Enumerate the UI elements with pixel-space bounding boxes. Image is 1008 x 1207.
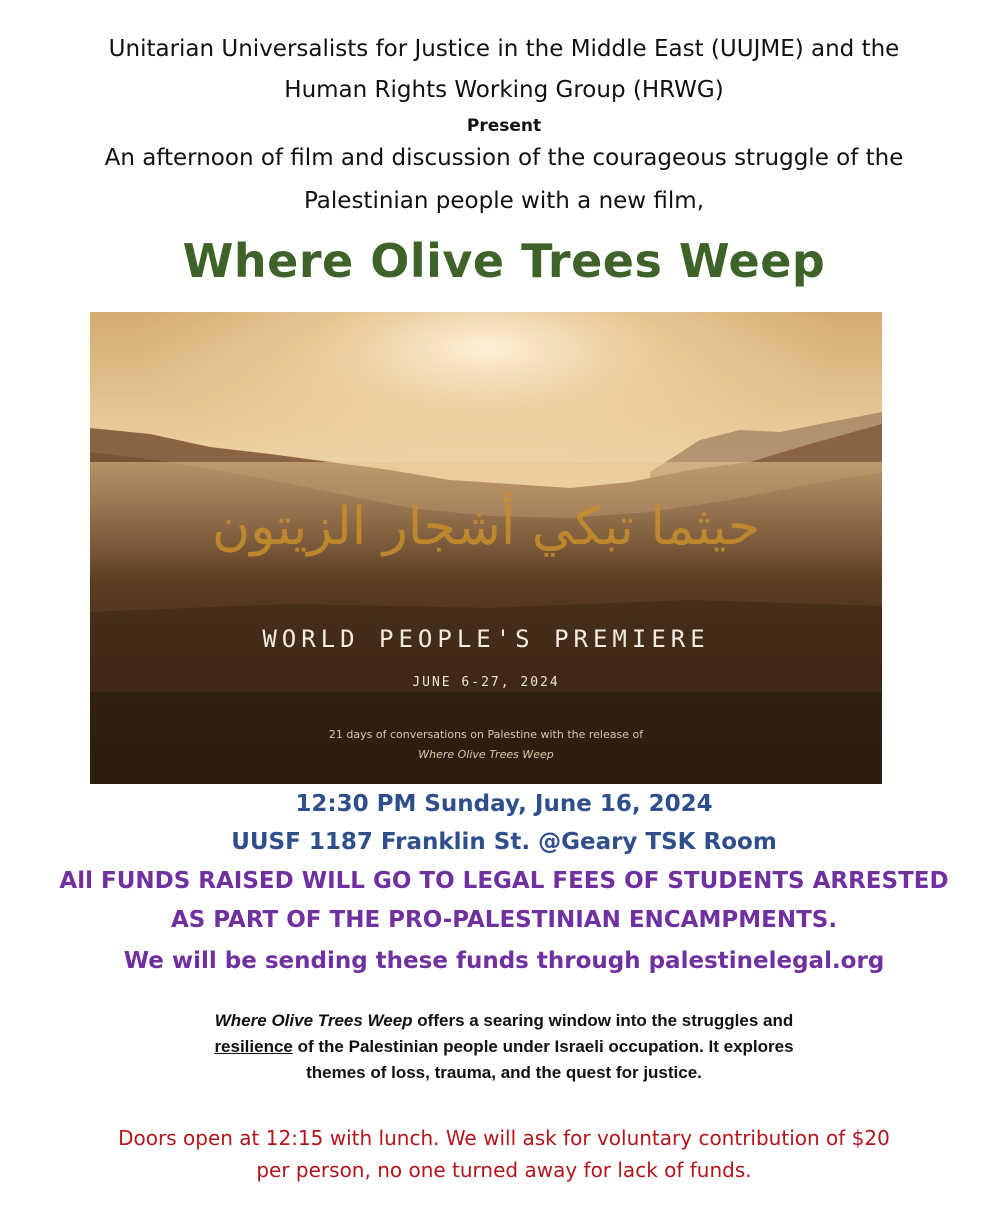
funds-notice-line-2: AS PART OF THE PRO-PALESTINIAN ENCAMPMENTS.	[170, 907, 838, 933]
doors-notice-line-1: Doors open at 12:15 with lunch. We will ask for voluntary contribution of $20	[118, 1126, 890, 1150]
doors-notice-line-2: per person, no one turned away for lack of funds.	[256, 1158, 752, 1182]
description-resilience: resilience	[214, 1037, 293, 1056]
premiere-dates: JUNE 6-27, 2024	[412, 675, 560, 690]
funds-notice-line-3: We will be sending these funds through palestinelegal.org	[123, 948, 885, 974]
arabic-film-title: حيثما تبكي أشجار الزيتون	[212, 497, 760, 557]
poster-tagline: 21 days of conversations on Palestine with the release of	[328, 728, 644, 741]
event-time: 12:30 PM Sunday, June 16, 2024	[295, 791, 713, 817]
organizers-line-2: Human Rights Working Group (HRWG)	[284, 77, 724, 103]
description-text-2: of the Palestinian people under Israeli occupation. It explores	[292, 1037, 794, 1056]
description-line-1	[0, 1011, 1008, 1031]
organizers-line-1: Unitarian Universalists for Justice in the Middle East (UUJME) and the	[108, 36, 900, 62]
description-text-1: offers a searing window into the struggles and	[412, 1011, 794, 1030]
poster-film-name: Where Olive Trees Weep	[418, 748, 554, 761]
description-line-3: themes of loss, trauma, and the quest for justice.	[306, 1063, 702, 1082]
present-label: Present	[466, 116, 542, 136]
intro-line-1: An afternoon of film and discussion of the courageous struggle of the	[104, 145, 904, 171]
film-poster-image	[90, 312, 882, 784]
premiere-heading: WORLD PEOPLE'S PREMIERE	[262, 625, 710, 653]
event-location: UUSF 1187 Franklin St. @Geary TSK Room	[231, 829, 777, 855]
intro-line-2: Palestinian people with a new film,	[303, 188, 705, 214]
description-film-name: Where Olive Trees Weep	[214, 1011, 413, 1030]
description-line-2	[0, 1037, 1008, 1057]
film-title: Where Olive Trees Weep	[182, 234, 826, 288]
funds-notice-line-1: All FUNDS RAISED WILL GO TO LEGAL FEES OF STUDENTS ARRESTED	[59, 868, 949, 894]
